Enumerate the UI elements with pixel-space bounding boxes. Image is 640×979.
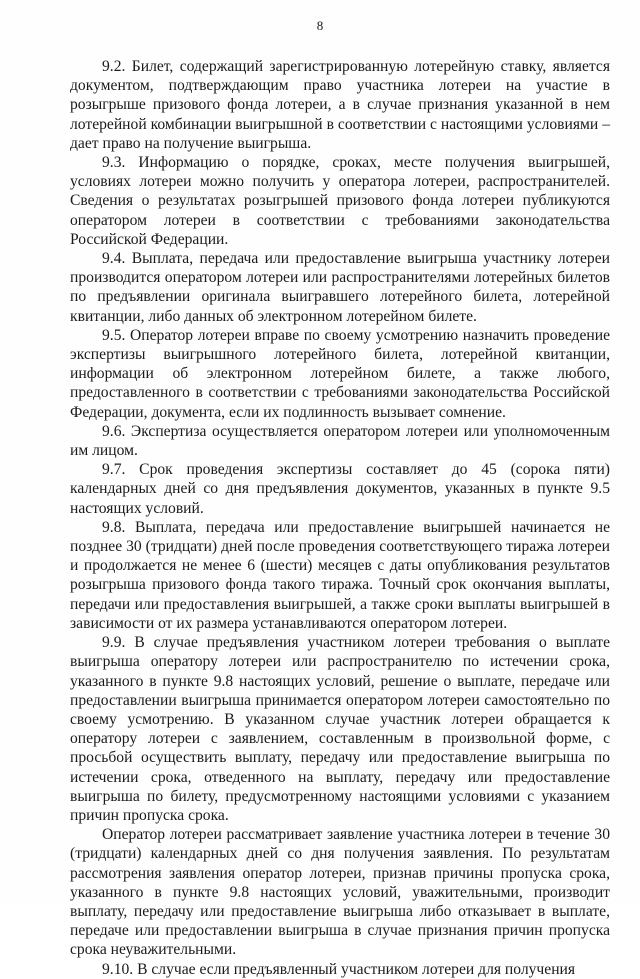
paragraph-9-7: 9.7. Срок проведения экспертизы составляет до 45 (сорока пяти) календарных дней со дня предъявления документов, указанных в пункте 9.5 настоящих условий. (70, 461, 610, 517)
paragraph-9-9-continued: Оператор лотереи рассматривает заявление участника лотереи в течение 30 (тридцати) календарных дней со дня получения заявления. По результатам рассмотрения заявления оператор лотереи, признав причины пропуска срока, указанного в пункте 9.8 настоящих условий, уважительными, производит выплату, передачу или предоставление выигрыша либо отказывает в выплате, передаче или предоставлении выигрыша в случае признания причин пропуска срока неуважительными. (70, 826, 610, 959)
paragraph-9-9: 9.9. В случае предъявления участником лотереи требования о выплате выигрыша оператору лотереи или распространителю по истечении срока, указанного в пункте 9.8 настоящих условий, решение о выплате, передаче или предоставлении выигрыша принимается оператором лотереи самостоятельно по своему усмотрению. В указанном случае участник лотереи обращается к оператору лотереи с заявлением, составленным в произвольной форме, с просьбой осуществить выплату, передачу или предоставление выигрыша по истечении срока, отведенного на выплату, передачу или предоставление выигрыша по билету, предусмотренному настоящими условиями с указанием причин пропуска срока. (70, 634, 610, 824)
paragraph-9-8: 9.8. Выплата, передача или предоставление выигрышей начинается не позднее 30 (тридцати) дней после проведения соответствующего тиража лотереи и продолжается не менее 6 (шести) месяцев с даты опубликования результатов розыгрыша призового фонда такого тиража. Точный срок окончания выплаты, передачи или предоставления выигрышей, а также сроки выплаты выигрышей в зависимости от их размера устанавливаются оператором лотереи. (70, 518, 610, 632)
paragraph-9-6: 9.6. Экспертиза осуществляется оператором лотереи или уполномоченным им лицом. (70, 422, 610, 460)
paragraph-9-10: 9.10. В случае если предъявленный участником лотереи для получения (102, 960, 576, 978)
paragraph-9-4: 9.4. Выплата, передача или предоставление выигрыша участнику лотереи производится оператором лотереи или распространителями лотерейных билетов по предъявлении оригинала выигравшего лотерейного билета, лотерейной квитанции, либо данных об электронном лотерейном билете. (70, 250, 610, 325)
paragraph-9-3: 9.3. Информацию о порядке, сроках, месте получения выигрышей, условиях лотереи можно получить у оператора лотереи, распространителей. Сведения о результатах розыгрышей призового фонда лотереи публикуются оператором лотереи в соответствии с требованиями законодательства Российской Федерации. (70, 154, 610, 248)
paragraph-9-5: 9.5. Оператор лотереи вправе по своему усмотрению назначить проведение экспертизы выигрышного лотерейного билета, лотерейной квитанции, информации об электронном лотерейном билете, а также любого, предоставленного в соответствии с требованиями законодательства Российской Федерации, документа, если их подлинность вызывает сомнение. (70, 326, 610, 421)
page-number: 8 (316, 18, 324, 33)
paragraph-9-2: 9.2. Билет, содержащий зарегистрированную лотерейную ставку, является документом, подтверждающим право участника лотереи на участие в розыгрыше призового фонда лотереи, а в случае признания указанной в нем лотерейной комбинации выигрышной в соответствии с настоящими условиями – дает право на получение выигрыша. (70, 58, 610, 152)
document-body (70, 57, 610, 979)
